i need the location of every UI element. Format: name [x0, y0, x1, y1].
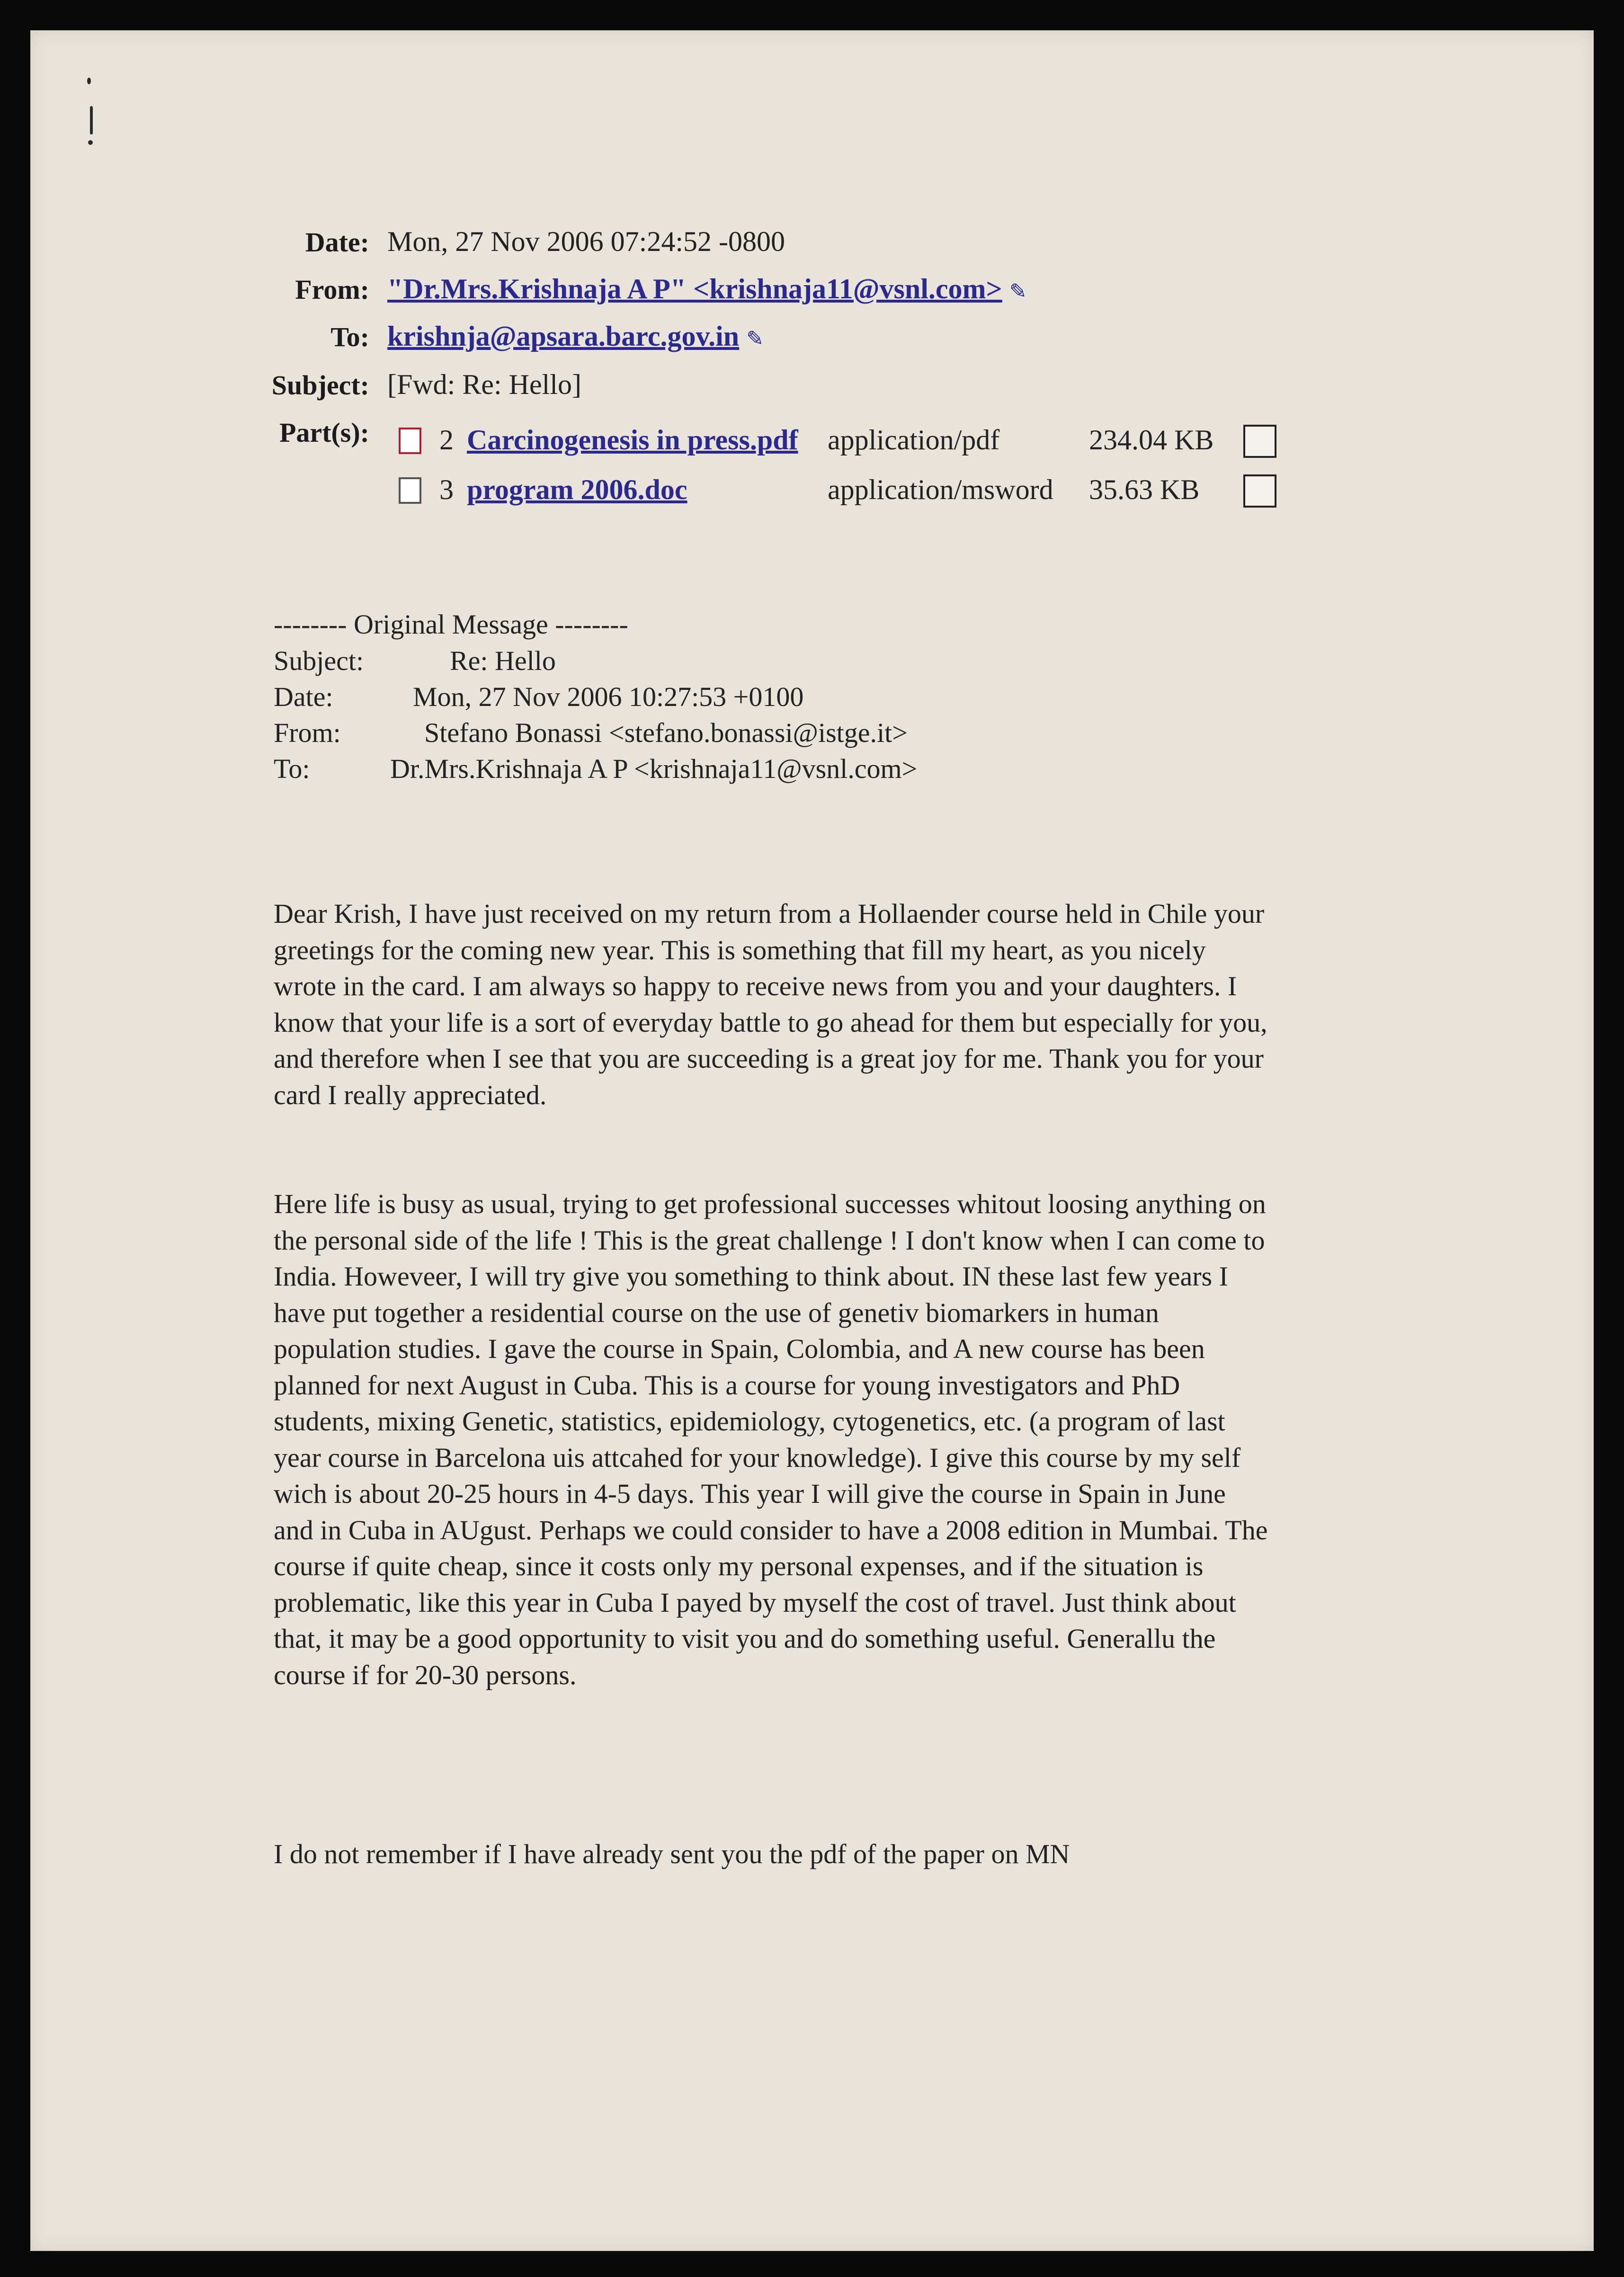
- parts-label: Part(s):: [279, 417, 369, 448]
- original-to-value: Dr.Mrs.Krishnaja A P <krishnaja11@vsnl.com>: [390, 753, 918, 784]
- from-link[interactable]: "Dr.Mrs.Krishnaja A P" <krishnaja11@vsnl.com>: [387, 273, 1002, 304]
- to-value[interactable]: [387, 320, 764, 353]
- body-paragraph: [274, 896, 1268, 1113]
- subject-label: Subject:: [271, 370, 369, 401]
- staple-mark: [88, 140, 93, 145]
- attachment-type: application/msword: [828, 474, 1053, 505]
- attachment-link[interactable]: program 2006.doc: [467, 474, 687, 505]
- doc-file-icon[interactable]: [399, 477, 421, 504]
- from-label: From:: [295, 274, 369, 305]
- pdf-file-icon[interactable]: [399, 428, 421, 454]
- attachment-type: application/pdf: [828, 424, 1000, 455]
- add-contact-icon[interactable]: ✎: [746, 327, 764, 350]
- attachment-checkbox[interactable]: [1243, 425, 1276, 458]
- staple-mark: [90, 106, 93, 134]
- date-value: Mon, 27 Nov 2006 07:24:52 -0800: [387, 226, 785, 257]
- attachment-number: 3: [439, 474, 454, 505]
- attachment-row[interactable]: [0, 424, 1624, 462]
- original-subject-value: Re: Hello: [450, 645, 556, 676]
- attachment-size: 234.04 KB: [1089, 424, 1214, 455]
- document-page: [30, 30, 1594, 2251]
- attachment-row[interactable]: [0, 473, 1624, 511]
- attachment-checkbox[interactable]: [1243, 474, 1276, 508]
- original-message-divider: -------- Original Message --------: [274, 609, 628, 640]
- subject-value: [Fwd: Re: Hello]: [387, 369, 581, 400]
- body-text: Here life is busy as usual, trying to get professional successes whitout loosing anything on the personal side of the life ! This is the great challenge ! I don't know when I can come to India. Howeveer, I will try give you something to think about. IN these last few years I have put together a residential course on the use of genetiv biomarkers in human population studies. I gave the course in Spain, Colombia, and A new course has been planned for next August in Cuba. This is a course for young investigators and PhD students, mixing Genetic, statistics, epidemiology, cytogenetics, etc. (a program of last year course in Barcelona uis attcahed for your knowledge). I give this course by my self wich is about 20-25 hours in 4-5 days. This year I will give the course in Spain in June and in Cuba in AUgust. Perhaps we could consider to have a 2008 edition in Mumbai. The course if quite cheap, since it costs only my personal expenses, and if the situation is problematic, like this year in Cuba I payed by myself the cost of travel. Just think about that, it may be a good opportunity to visit you and do something useful. Generallu the course if for 20-30 persons.: [274, 1188, 1268, 1690]
- attachment-number: 2: [439, 424, 454, 455]
- original-date-label: Date:: [274, 681, 333, 712]
- from-value[interactable]: [387, 273, 1027, 305]
- original-to-label: To:: [274, 753, 310, 784]
- original-date-value: Mon, 27 Nov 2006 10:27:53 +0100: [413, 681, 804, 712]
- attachment-link[interactable]: Carcinogenesis in press.pdf: [467, 424, 798, 455]
- to-link[interactable]: krishnja@apsara.barc.gov.in: [387, 321, 740, 352]
- add-contact-icon[interactable]: ✎: [1009, 280, 1027, 303]
- body-text: I do not remember if I have already sent you the pdf of the paper on MN: [274, 1839, 1070, 1869]
- body-paragraph: [274, 1836, 1268, 1872]
- original-from-value: Stefano Bonassi <stefano.bonassi@istge.it>: [424, 717, 908, 748]
- original-from-label: From:: [274, 717, 341, 748]
- attachment-size: 35.63 KB: [1089, 474, 1200, 505]
- to-label: To:: [330, 321, 369, 352]
- original-subject-label: Subject:: [274, 645, 364, 676]
- staple-mark: [87, 78, 91, 84]
- body-text: Dear Krish, I have just received on my return from a Hollaender course held in Chile your greetings for the coming new year. This is something that fill my heart, as you nicely wrote in the card. I am always so happy to receive news from you and your daughters. I know that your life is a sort of everyday battle to go ahead for them but especially for you, and therefore when I see that you are succeeding is a great joy for me. Thank you for your card I really appreciated.: [274, 898, 1267, 1110]
- date-label: Date:: [305, 227, 369, 258]
- body-paragraph: [274, 1186, 1268, 1693]
